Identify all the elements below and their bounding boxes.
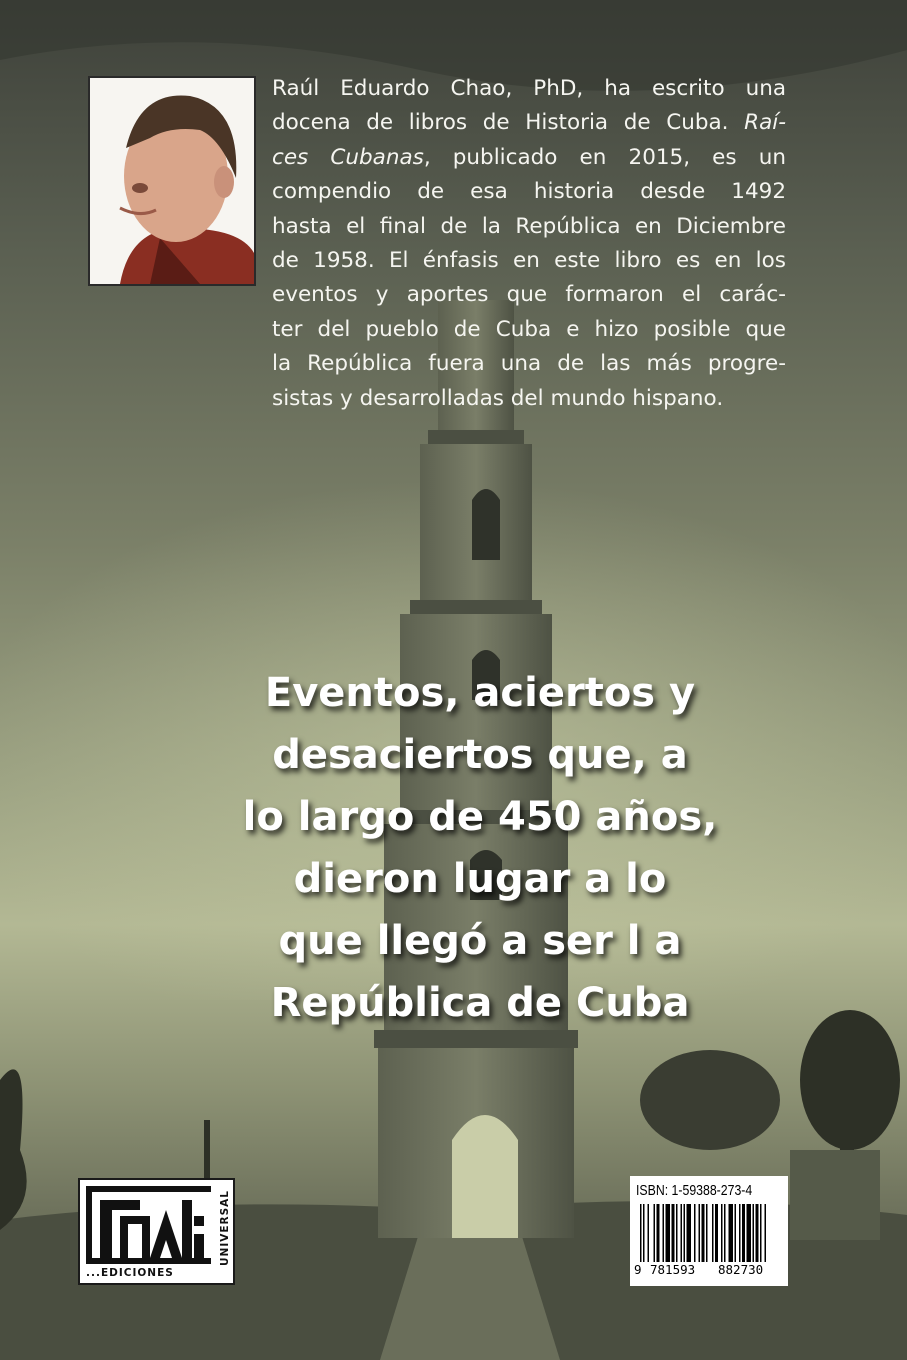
isbn-label: ISBN: 1-59388-273-4 xyxy=(636,1182,753,1199)
barcode-bar xyxy=(724,1204,726,1262)
publisher-caption: ...EDICIONES xyxy=(86,1267,174,1279)
author-bio-line: Raúl Eduardo Chao, PhD, ha escrito una xyxy=(272,76,786,101)
tagline-line: dieron lugar a lo xyxy=(293,856,667,902)
barcode-bar xyxy=(747,1204,752,1262)
barcode-digits-left: 781593 xyxy=(650,1262,696,1277)
barcode-bar xyxy=(706,1204,708,1262)
barcode-bar xyxy=(729,1204,734,1262)
barcode-bar xyxy=(760,1204,762,1262)
barcode-bar xyxy=(712,1204,714,1262)
author-bio-line: la República fuera una de las más progre- xyxy=(272,351,786,377)
cover-tagline xyxy=(190,662,770,1034)
barcode-bar xyxy=(756,1204,759,1262)
barcode-bar xyxy=(640,1204,642,1262)
publisher-vertical-text: UNIVERSAL xyxy=(219,1190,232,1266)
author-bio-line: de 1958. El énfasis en este libro es en los xyxy=(272,248,786,274)
barcode-bar xyxy=(666,1204,671,1262)
author-bio-line: compendio de esa historia desde 1492 xyxy=(272,179,786,205)
author-photo xyxy=(88,76,256,286)
barcode-bars xyxy=(640,1204,786,1262)
publisher-logo xyxy=(78,1178,235,1285)
barcode-bar xyxy=(684,1204,686,1262)
publisher-logo-mark xyxy=(86,1186,211,1264)
isbn-barcode xyxy=(630,1176,788,1286)
tagline-line: República de Cuba xyxy=(270,980,690,1026)
barcode-bar xyxy=(663,1204,665,1262)
author-bio-line: sistas y desarrolladas del mundo hispano. xyxy=(272,385,724,411)
author-bio-line xyxy=(272,141,786,175)
barcode-bar xyxy=(657,1204,660,1262)
author-portrait-illustration xyxy=(90,78,254,284)
barcode-bar xyxy=(672,1204,675,1262)
barcode-bar xyxy=(676,1204,678,1262)
barcode-bar xyxy=(643,1204,645,1262)
barcode-bar xyxy=(702,1204,705,1262)
tagline-line: lo largo de 450 años, xyxy=(242,794,718,840)
barcode-bar xyxy=(742,1204,745,1262)
book-title-part: Raí- xyxy=(744,110,786,136)
author-bio-line: hasta el final de la República en Diciembre xyxy=(272,213,786,239)
author-bio-text: , publicado en 2015, es un xyxy=(423,144,786,170)
barcode-bar xyxy=(654,1204,656,1262)
barcode-bar xyxy=(739,1204,741,1262)
barcode-bar xyxy=(694,1204,696,1262)
tagline-line: desaciertos que, a xyxy=(272,732,688,778)
barcode-digits-right: 882730 xyxy=(718,1262,764,1277)
barcode-bar xyxy=(735,1204,737,1262)
barcode-bar xyxy=(687,1204,692,1262)
barcode-bar xyxy=(699,1204,701,1262)
book-title-part: ces Cubanas xyxy=(272,144,424,170)
barcode-bar xyxy=(721,1204,723,1262)
barcode-bar xyxy=(648,1204,650,1262)
author-bio-text: docena de libros de Historia de Cuba. xyxy=(272,110,745,136)
author-bio-line: ter del pueblo de Cuba e hizo posible que xyxy=(272,316,786,342)
author-bio-line xyxy=(272,106,786,140)
tagline-line: Eventos, aciertos y xyxy=(264,670,696,716)
barcode-bar xyxy=(681,1204,683,1262)
barcode-bar xyxy=(753,1204,755,1262)
author-bio xyxy=(272,72,786,416)
tagline-line: que llegó a ser l a xyxy=(278,918,682,964)
barcode-bar xyxy=(765,1204,767,1262)
barcode-bar xyxy=(715,1204,718,1262)
barcode-digit-lead: 9 xyxy=(634,1262,642,1277)
author-bio-line: eventos y aportes que formaron el carác- xyxy=(272,282,786,308)
